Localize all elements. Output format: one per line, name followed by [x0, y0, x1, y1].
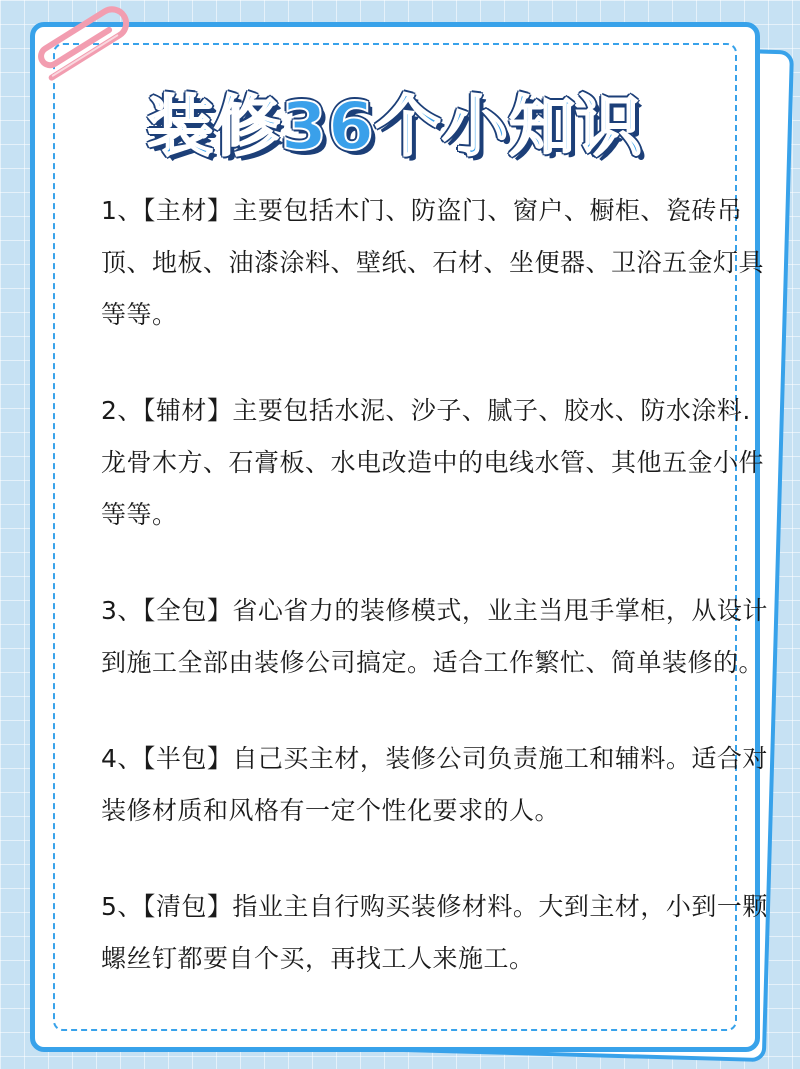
page-title: 装修36个小知识: [147, 88, 643, 165]
list-item: 4、【半包】自己买主材，装修公司负责施工和辅料。适合对装修材质和风格有一定个性化要求的人。: [101, 744, 768, 825]
knowledge-list: [101, 185, 771, 985]
list-item: 3、【全包】省心省力的装修模式，业主当甩手掌柜，从设计到施工全部由装修公司搞定。适合工作繁忙、简单装修的。: [101, 596, 768, 677]
content-card: [30, 22, 768, 1052]
list-item: 5、【清包】指业主自行购买装修材料。大到主材，小到一颗螺丝钉都要自个买，再找工人来施工。: [101, 892, 768, 973]
list-item: 1、【主材】主要包括木门、防盗门、窗户、橱柜、瓷砖吊顶、地板、油漆涂料、壁纸、石材、坐便器、卫浴五金灯具等等。: [101, 196, 765, 329]
paperclip-icon: [26, 2, 146, 82]
list-item: 2、【辅材】主要包括水泥、沙子、腻子、胶水、防水涂料.龙骨木方、石膏板、水电改造中的电线水管、其他五金小件等等。: [101, 396, 765, 529]
